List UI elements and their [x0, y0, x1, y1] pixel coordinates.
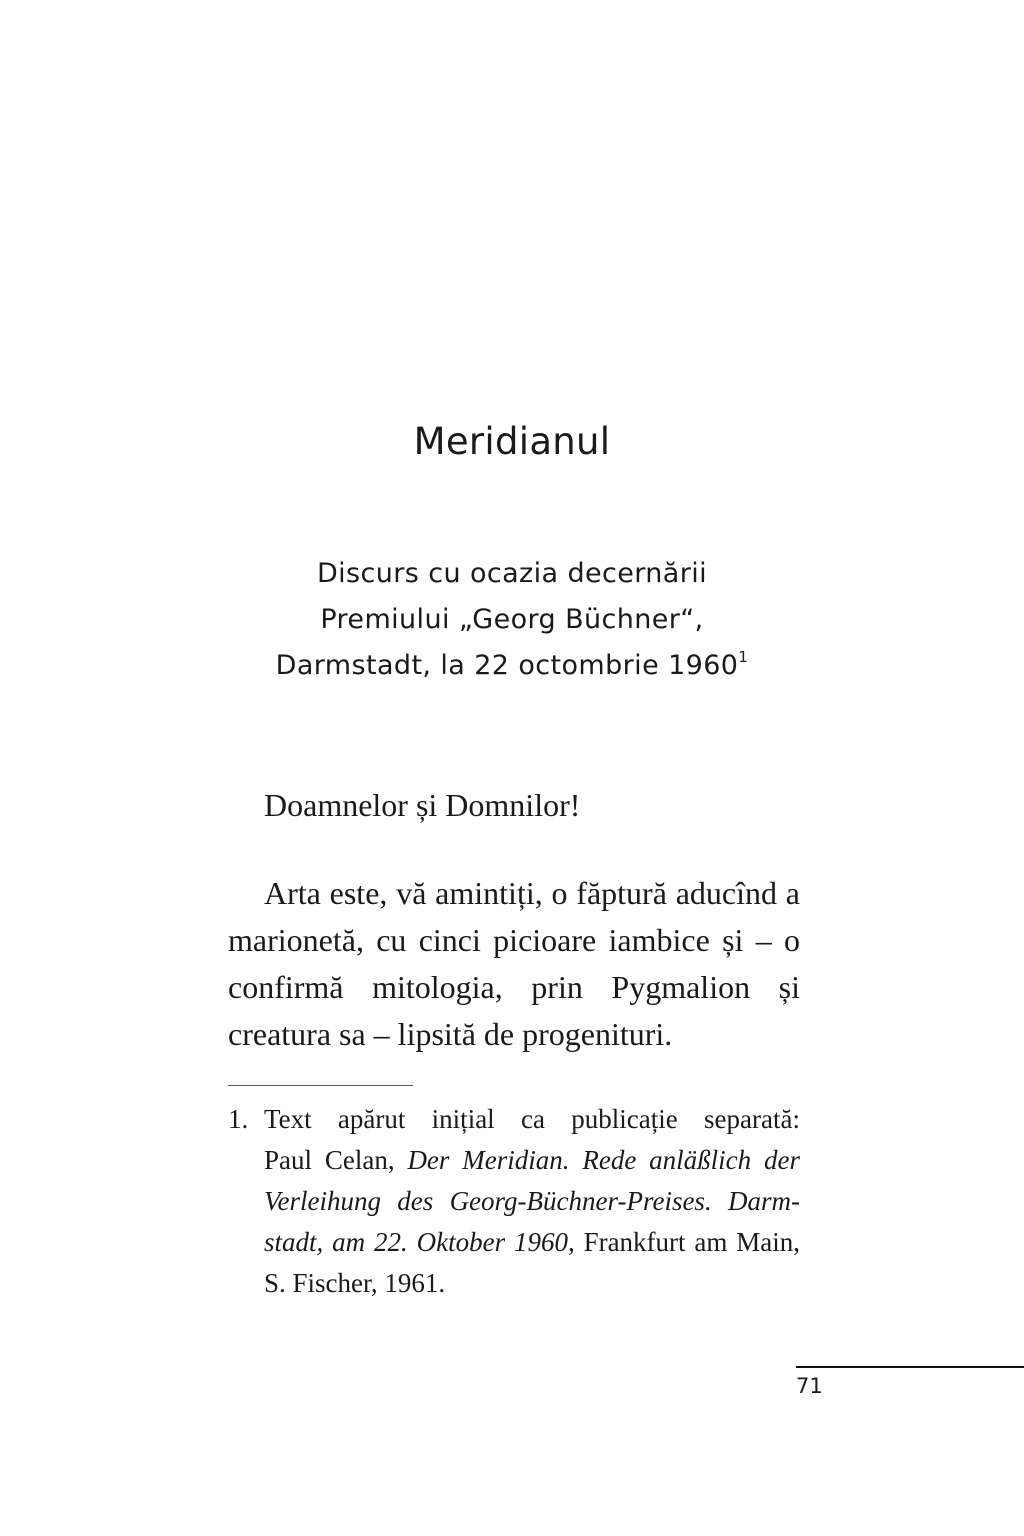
subtitle-line-3: [0, 643, 1024, 689]
footnote-line-3: [264, 1181, 800, 1222]
footnote-work-title-3: stadt, am 22. Oktober 1960: [264, 1227, 568, 1257]
footnote-number: 1.: [228, 1104, 249, 1134]
footnote-author: Paul Celan,: [264, 1145, 408, 1175]
footnote-line-1: Text apărut inițial ca publicație separată:: [264, 1104, 800, 1134]
chapter-subtitle: [0, 551, 1024, 689]
footnote: [228, 1099, 800, 1304]
footnote-divider: [228, 1085, 413, 1086]
page-number: 71: [796, 1374, 823, 1398]
page-number-rule: [796, 1366, 1024, 1368]
footnote-line-5: S. Fischer, 1961.: [264, 1268, 446, 1298]
subtitle-line-1: Discurs cu ocazia decernării: [316, 558, 708, 589]
chapter-title: Meridianul: [413, 420, 611, 463]
subtitle-line-2: Premiului „Georg Büchner“,: [320, 604, 704, 635]
salutation: Doamnelor și Domnilor!: [264, 787, 581, 823]
footnote-work-title-2: Verleihung des Georg-Büchner-Preises. Darm-: [264, 1186, 800, 1216]
body-paragraph: Arta este, vă amintiți, o făptură aducînd a marionetă, cu cinci picioare iambice și – o confirmă mitologia, prin Pygmalion și creatura sa – lipsită de progenituri.: [228, 875, 800, 1052]
footnote-publisher-place: , Frankfurt am Main,: [567, 1227, 801, 1257]
footnote-reference[interactable]: 1: [738, 648, 749, 666]
footnote-text: [264, 1099, 800, 1304]
footnote-work-title-1: Der Meridian. Rede anläßlich der: [407, 1145, 800, 1175]
subtitle-line-3-text: Darmstadt, la 22 octombrie 1960: [275, 650, 739, 681]
footnote-line-2: [264, 1140, 800, 1181]
footnote-line-4: [264, 1222, 800, 1263]
